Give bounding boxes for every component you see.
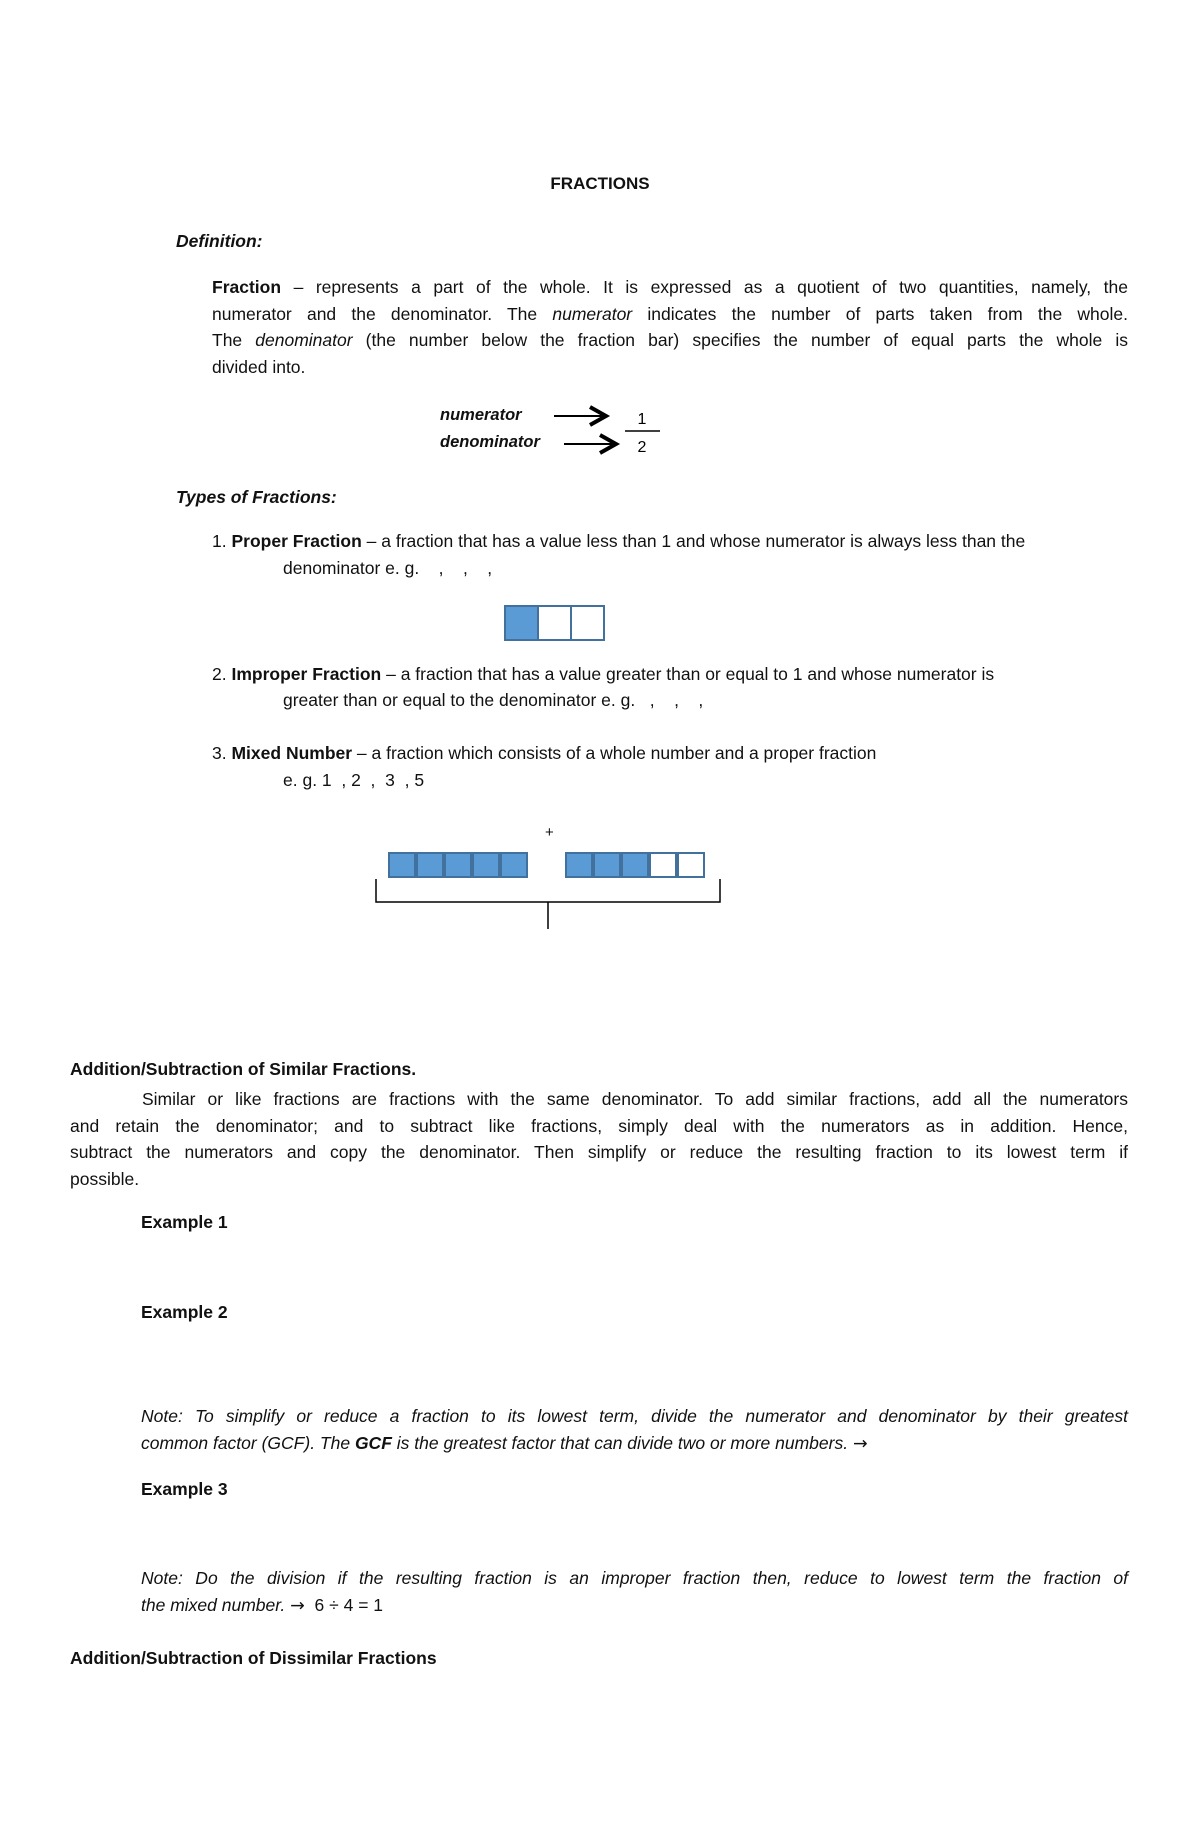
types-heading: Types of Fractions: [176, 487, 337, 507]
denominator-value: 2 [637, 439, 647, 456]
arrow-icon [564, 435, 616, 453]
type-item-proper [212, 531, 1132, 552]
type-item-mixed [212, 743, 1132, 764]
type-example-mixed: e. g. 1 , 2 , 3 , 5 [283, 770, 425, 790]
type-number: 3. [212, 743, 227, 763]
definition-line-2-b: indicates the number of parts taken from the whole. [632, 303, 1128, 324]
definition-line-3 [212, 327, 1128, 354]
denominator-label: denominator [440, 433, 540, 451]
fraction-term: Fraction [212, 277, 282, 297]
type-number: 1. [212, 531, 227, 551]
division-calculation: 6 ÷ 4 = 1 [304, 1594, 384, 1615]
type-example-improper: greater than or equal to the denominator e. g. , , , [283, 690, 704, 710]
bar-cell-filled [388, 852, 416, 878]
bar-cell-filled [565, 852, 593, 878]
note-division-line-1: Note: Do the division if the resulting fraction is an improper fraction then, reduce to lowest term the fraction of [141, 1568, 1128, 1588]
bar-cell-filled [416, 852, 444, 878]
plus-sign: + [545, 824, 554, 841]
fraction-diagram [550, 402, 665, 458]
example-2-label: Example 2 [141, 1302, 228, 1322]
mixed-whole-bar [388, 852, 530, 878]
bar-cell [570, 605, 605, 641]
type-description: – a fraction that has a value less than 1 and whose numerator is always less than the [361, 531, 1026, 551]
similar-heading: Addition/Subtraction of Similar Fractions. [70, 1059, 417, 1079]
page-title: FRACTIONS [550, 174, 650, 193]
numerator-label: numerator [440, 406, 522, 424]
gcf-term: GCF [354, 1432, 392, 1453]
type-name: Proper Fraction [231, 531, 362, 551]
right-arrow-icon: → [290, 1595, 305, 1616]
note-gcf-text-a: common factor (GCF). The [141, 1432, 355, 1453]
right-arrow-icon: → [852, 1433, 868, 1454]
type-name: Mixed Number [231, 743, 353, 763]
type-item-improper [212, 664, 1132, 685]
similar-paragraph [70, 1086, 1128, 1192]
bar-cell-filled [444, 852, 472, 878]
numerator-word: numerator [552, 303, 633, 324]
similar-line-4: possible. [70, 1168, 140, 1189]
example-1-label: Example 1 [141, 1212, 228, 1232]
note-gcf-text-b: is the greatest factor that can divide two or more numbers. [391, 1432, 853, 1453]
example-3-label: Example 3 [141, 1479, 228, 1499]
type-example-proper: denominator e. g. , , , [283, 558, 493, 578]
type-description: – a fraction which consists of a whole number and a proper fraction [352, 743, 877, 763]
note-division-line-2 [141, 1592, 1128, 1620]
bar-cell-filled [504, 605, 539, 641]
definition-line-2 [212, 301, 1128, 328]
note-gcf-line-1: Note: To simplify or reduce a fraction to its lowest term, divide the numerator and denominator by their greatest [141, 1406, 1128, 1426]
bar-cell [677, 852, 705, 878]
mixed-part-bar [565, 852, 707, 878]
note-gcf [141, 1403, 1128, 1457]
bar-cell-filled [621, 852, 649, 878]
bar-cell-filled [472, 852, 500, 878]
denominator-word: denominator [255, 330, 353, 350]
definition-line-4: divided into. [212, 356, 306, 377]
similar-line-1: Similar or like fractions are fractions with the same denominator. To add similar fractions, add all the numerators [142, 1089, 1128, 1109]
type-description: – a fraction that has a value greater than or equal to 1 and whose numerator is [381, 664, 995, 684]
dissimilar-heading: Addition/Subtraction of Dissimilar Fractions [70, 1648, 437, 1668]
definition-line-1 [212, 274, 1128, 301]
numerator-value: 1 [637, 411, 647, 428]
definition-heading: Definition: [176, 231, 263, 251]
definition-paragraph [212, 274, 1128, 380]
definition-line-2-a: numerator and the denominator. The [212, 303, 553, 324]
type-number: 2. [212, 664, 227, 684]
arrow-icon [554, 407, 606, 425]
similar-line-2: and retain the denominator; and to subtract like fractions, simply deal with the numerators as in addition. Hence, [70, 1115, 1128, 1136]
definition-line-3-a: The [212, 330, 256, 350]
note-division-text: the mixed number. [141, 1594, 291, 1615]
note-division [141, 1565, 1128, 1619]
bar-cell-filled [593, 852, 621, 878]
definition-line-1-text: – represents a part of the whole. It is expressed as a quotient of two quantities, namely, the [281, 277, 1128, 297]
type-name: Improper Fraction [231, 664, 382, 684]
bar-cell [649, 852, 677, 878]
grouping-bracket [372, 877, 724, 931]
note-gcf-line-2 [141, 1430, 1128, 1458]
bar-cell-filled [500, 852, 528, 878]
bar-cell [537, 605, 572, 641]
proper-fraction-bar [504, 605, 604, 641]
definition-line-3-b: (the number below the fraction bar) specifies the number of equal parts the whole is [352, 330, 1128, 350]
similar-line-3: subtract the numerators and copy the denominator. Then simplify or reduce the resulting fraction to its lowest term if [70, 1142, 1128, 1162]
